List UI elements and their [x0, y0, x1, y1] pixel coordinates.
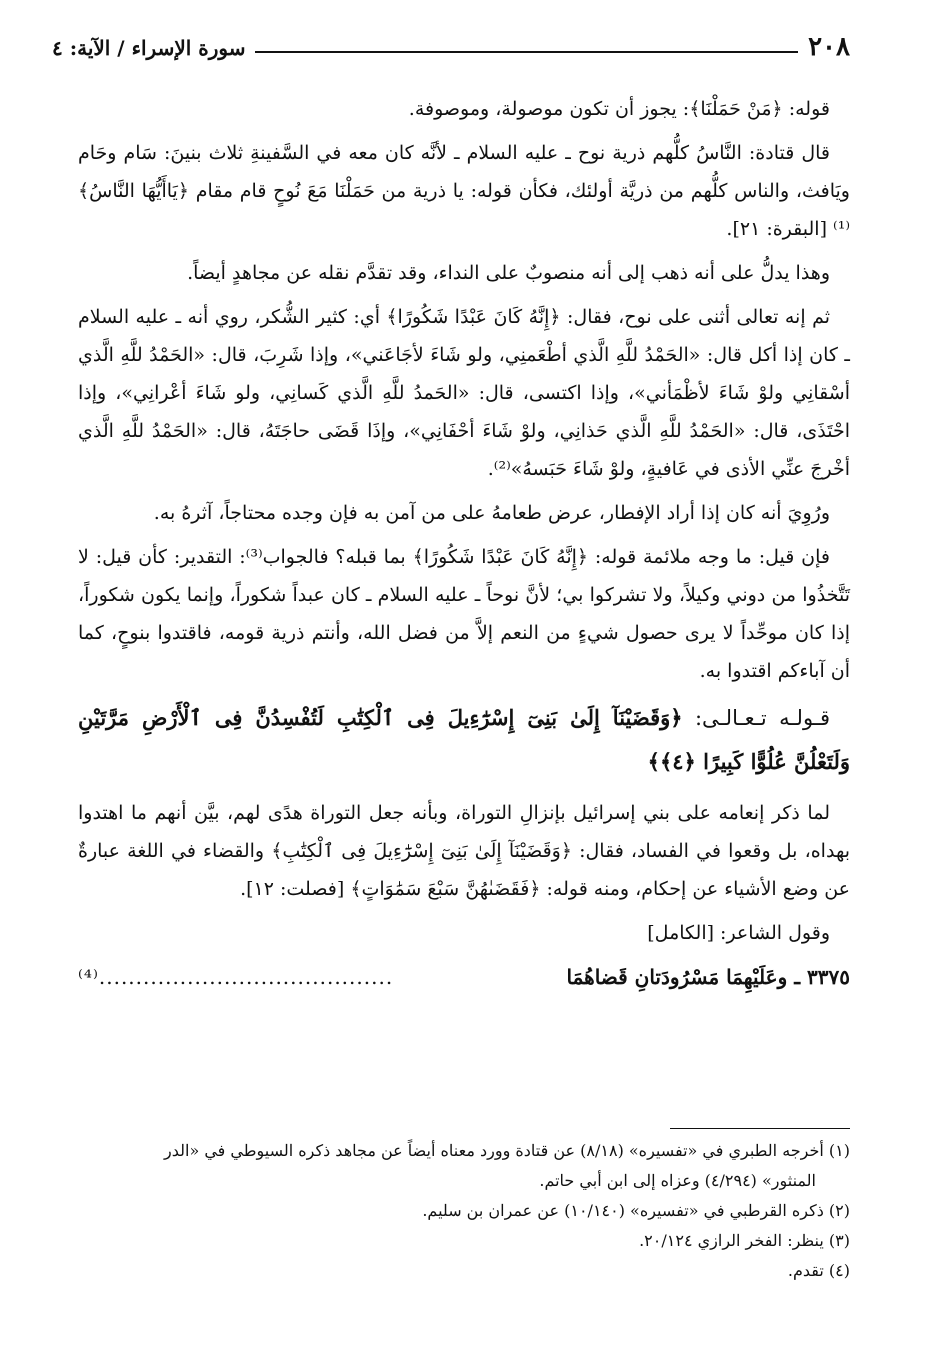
- page-number: ٢٠٨: [808, 32, 850, 62]
- running-title: سورة الإسراء / الآية: ٤: [52, 36, 246, 60]
- page-header: [52, 28, 850, 62]
- poet-label: وقول الشاعر: [الكامل]: [647, 922, 830, 944]
- footnote-rule: [670, 1128, 850, 1129]
- verse-intro: قـولـه تـعـالـى:: [694, 706, 830, 730]
- header-rule: [255, 51, 798, 53]
- footnotes: [78, 1136, 850, 1286]
- poem-dots: [78, 958, 393, 996]
- footnote-1-cont: المنثور» (٤/٢٩٤) وعزاه إلى ابن أبي حاتم.: [539, 1171, 816, 1190]
- footnote-2: (٢) ذكره القرطبي في «تفسيره» (١٠/١٤٠) عن عمران بن سليم.: [422, 1201, 850, 1220]
- paragraph-2: قال قتادة: النَّاسُ كلُّهم ذرية نوح ـ عليه السلام ـ لأنَّه كان معه في السَّفينةِ ثلاث بنينَ: سَام وحَام ويَافث، والناس كلُّهم من ذريَّة أولئك، فكأن قوله: يا ذرية من حَمَلْنَا مَعَ نُوحٍ قام مقام ﴿يَاأَيُّهَا النَّاسُ﴾⁽¹⁾ [البقرة: ٢١].: [78, 142, 850, 240]
- footnote-4: (٤) تقدم.: [787, 1261, 850, 1280]
- poem-footnote-ref: ⁽⁴⁾: [78, 965, 99, 989]
- poem-line: [78, 958, 850, 996]
- footnote-1: (١) أخرجه الطبري في «تفسيره» (٨/١٨) عن قتادة وورد معناه أيضاً عن مجاهد ذكره السيوطي في «الدر: [164, 1141, 850, 1160]
- paragraph-4: ثم إنه تعالى أثنى على نوح، فقال: ﴿إِنَّهُ كَانَ عَبْدًا شَكُورًا﴾ أي: كثير الشُّكر، روي أنه ـ عليه السلام ـ كان إذا أكل قال: «الحَمْدُ للَّهِ الَّذي أطْعَمنِي، ولو شَاءَ لأجَاعَني»، وإذا شَرِبَ، قال: «الحَمْدُ للَّهِ الَّذي أسْقانِي ولوْ شَاءَ لأظْمَأني»، وإذا اكتسى، قال: «الحَمدُ للَّهِ الَّذي كَسانِي، ولو شَاءَ أعْرانِي»، وإذا احْتَذَى، قال: «الحَمْدُ للَّهِ الَّذي حَذانِي، ولوْ شَاءَ أحْفَانِي»، وإذَا قَضَى حاجَتَهُ، قال: «الحَمْدُ للَّهِ الَّذي أخْرجَ عنِّي الأذى في عَافيةٍ، ولوْ شَاءَ حَبَسهُ»⁽²⁾.: [78, 306, 850, 480]
- footnote-3: (٣) ينظر: الفخر الرازي ٢٠/١٢٤.: [639, 1231, 850, 1250]
- poem-dot-leader: ........................................: [98, 965, 394, 989]
- main-text: [78, 90, 850, 996]
- paragraph-1: قوله: ﴿مَنْ حَمَلْنَا﴾: يجوز أن تكون موصولة، وموصوفة.: [408, 98, 830, 120]
- paragraph-7: لما ذكر إنعامه على بني إسرائيل بإنزالِ التوراة، وبأنه جعل التوراة هدًى لهم، بيَّن أنهم ما اهتدوا بهداه، بل وقعوا في الفساد، فقال: ﴿وَقَضَيْنَآ إِلَىٰ بَنِىٓ إِسْرَٰٓءِيلَ فِى ٱلْكِتَٰبِ﴾ والقضاء في اللغة عبارةٌ عن وضع الأشياء عن إحكام، ومنه قوله: ﴿فَقَضَىٰهُنَّ سَبْعَ سَمَٰوَاتٍ﴾ [فصلت: ١٢].: [78, 802, 850, 900]
- verse-heading: [78, 696, 850, 784]
- paragraph-5: ورُوِيَ أنه كان إذا أراد الإفطار، عرض طعامهُ على من آمن به فإن وجده محتاجاً، آثرهُ به.: [153, 502, 830, 524]
- poem-verse: ٣٣٧٥ ـ وعَلَيْهِمَا مَسْرُودَتانِ قَضاهُمَا: [566, 965, 850, 989]
- paragraph-6: فإن قيل: ما وجه ملائمة قوله: ﴿إِنَّهُ كَانَ عَبْدًا شَكُورًا﴾ بما قبله؟ فالجواب⁽³⁾: التقدير: كأن قيل: لا تَتَّخذُوا من دوني وكيلاً، ولا تشركوا بي؛ لأنَّ نوحاً ـ عليه السلام ـ كان عبداً شكوراً، وإنما يكون شكوراً، إذا كان موحِّداً لا يرى حصول شيءٍ من النعم إلاَّ من فضل الله، وأنتم ذرية قومه، فاقتدوا بنوحٍ، كما أن آباءكم اقتدوا به.: [78, 546, 850, 682]
- quran-verse: ﴿وَقَضَيْنَآ إِلَىٰ بَنِىٓ إِسْرَٰٓءِيلَ فِى ٱلْكِتَٰبِ لَتُفْسِدُنَّ فِى ٱلْأَرْضِ مَرَّتَيْنِ وَلَتَعْلُنَّ عُلُوًّا كَبِيرًا ﴿٤﴾﴾: [78, 705, 850, 774]
- paragraph-3: وهذا يدلُّ على أنه ذهب إلى أنه منصوبٌ على النداء، وقد تقدَّم نقله عن مجاهدٍ أيضاً.: [187, 262, 830, 284]
